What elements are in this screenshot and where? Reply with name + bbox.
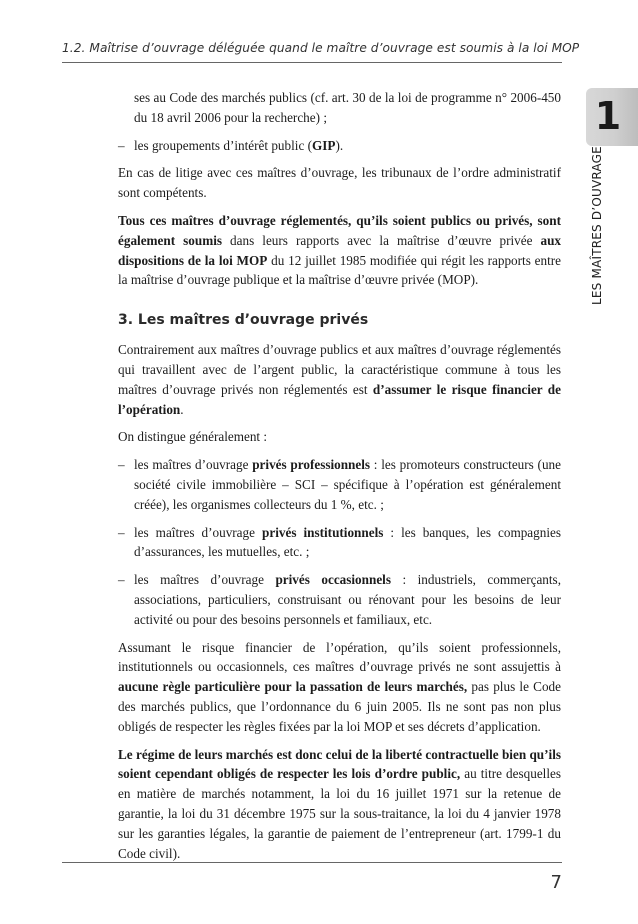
list-item-gip bbox=[118, 136, 561, 156]
text-run: au titre desquelles en matière de marchés notamment, la loi du 16 juillet 1971 sur la retenue de garantie, la loi du 31 décembre 1975 sur la sous-traitance, la loi du 4 janvier 1978 sur les garanties légales, la garantie de paiement de l’entrepreneur (art. 1799-1 du Code civil). bbox=[118, 766, 561, 861]
text-run: les maîtres d’ouvrage bbox=[134, 524, 263, 540]
page-number: 7 bbox=[550, 872, 562, 893]
page-body bbox=[118, 88, 561, 871]
footer-rule bbox=[62, 862, 562, 863]
text-run: : les banques, les compagnies d’assurances, les mutuelles, etc. ; bbox=[134, 524, 561, 560]
text-run: les maîtres d’ouvrage bbox=[134, 457, 253, 473]
bold-term: privés institutionnels bbox=[262, 524, 384, 540]
list-dash: – bbox=[118, 524, 125, 540]
list-dash: – bbox=[118, 137, 125, 153]
text-run: du 12 juillet 1985 modifiée qui régit les rapports entre la maîtrise d’ouvrage publique et la maîtrise d’œuvre privée (MOP). bbox=[118, 252, 561, 288]
paragraph-distingue: On distingue généralement : bbox=[118, 429, 268, 445]
bold-term: GIP bbox=[311, 137, 336, 153]
list-dash: – bbox=[118, 457, 125, 473]
text-run: : les promoteurs constructeurs (une société civile immobilière – SCI – spécifique à l’opération est généralement créée), les organismes collecteurs du 1 %, etc. ; bbox=[134, 457, 561, 512]
text-run: dans leurs rapports avec la maîtrise d’œuvre privée bbox=[222, 232, 541, 248]
header-rule bbox=[62, 62, 562, 63]
bold-term: privés occasionnels bbox=[275, 572, 391, 588]
text-run: ). bbox=[335, 137, 344, 153]
text-run: : industriels, commerçants, associations, particuliers, construisant ou rénovant pour les besoins de leur activité ou pour des besoins personnels et familiaux, etc. bbox=[134, 572, 561, 627]
text-run: pas plus le Code des marchés publics, que l’ordonnance du 6 juin 2005. Ils ne sont pas non plus obligés de respecter les règles fixées par la loi MOP et ses décrets d’application. bbox=[118, 679, 561, 734]
text-run: . bbox=[180, 401, 184, 417]
text-run: les maîtres d’ouvrage bbox=[134, 572, 276, 588]
paragraph-assumant bbox=[118, 638, 561, 737]
list-item-prives-occasionnels bbox=[118, 570, 561, 629]
list-dash: – bbox=[118, 572, 125, 588]
bold-phrase: Tous ces maîtres d’ouvrage réglementés, qu’ils soient publics ou privés, sont également soumis bbox=[118, 212, 561, 248]
bold-phrase: Le régime de leurs marchés est donc celui de la liberté contractuelle bien qu’ils soient cependant obligés de respecter les lois d’ordre public, bbox=[118, 746, 561, 782]
bold-phrase: aucune règle particulière pour la passation de leurs marchés, bbox=[118, 679, 468, 695]
paragraph-contrairement bbox=[118, 340, 561, 419]
paragraph-continuation: ses au Code des marchés publics (cf. art. 30 de la loi de programme n° 2006-450 du 18 avril 2006 pour la recherche) ; bbox=[134, 90, 561, 125]
bold-term: privés professionnels bbox=[252, 457, 371, 473]
paragraph-maitres-reglementes bbox=[118, 211, 561, 290]
text-run: Contrairement aux maîtres d’ouvrage publics et aux maîtres d’ouvrage réglementés qui travaillent avec de l’argent public, la caractéristique commune à tous les maîtres d’ouvrage privés non réglementés est bbox=[118, 342, 561, 397]
text-run: Assumant le risque financier de l’opération, qu’ils soient professionnels, institutionnels ou occasionnels, ces maîtres d’ouvrage privés ne sont assujettis à bbox=[118, 639, 561, 675]
paragraph-litige: En cas de litige avec ces maîtres d’ouvrage, les tribunaux de l’ordre administratif sont compétents. bbox=[118, 165, 561, 201]
chapter-label: LES MAÎTRES D’OUVRAGE bbox=[590, 146, 604, 305]
running-header-title: 1.2. Maîtrise d’ouvrage déléguée quand le maître d’ouvrage est soumis à la loi MOP bbox=[62, 41, 580, 55]
list-item-prives-professionnels bbox=[118, 455, 561, 514]
list-item-prives-institutionnels bbox=[118, 523, 561, 563]
bold-phrase: d’assumer le risque financier de l’opération bbox=[118, 381, 561, 417]
section-heading: 3. Les maîtres d’ouvrage privés bbox=[118, 312, 369, 329]
text-run: les groupements d’intérêt public ( bbox=[134, 137, 312, 153]
paragraph-regime bbox=[118, 745, 561, 864]
bold-phrase: aux dispositions de la loi MOP bbox=[118, 232, 562, 268]
chapter-number: 1 bbox=[594, 94, 622, 138]
chapter-tab bbox=[586, 88, 638, 146]
